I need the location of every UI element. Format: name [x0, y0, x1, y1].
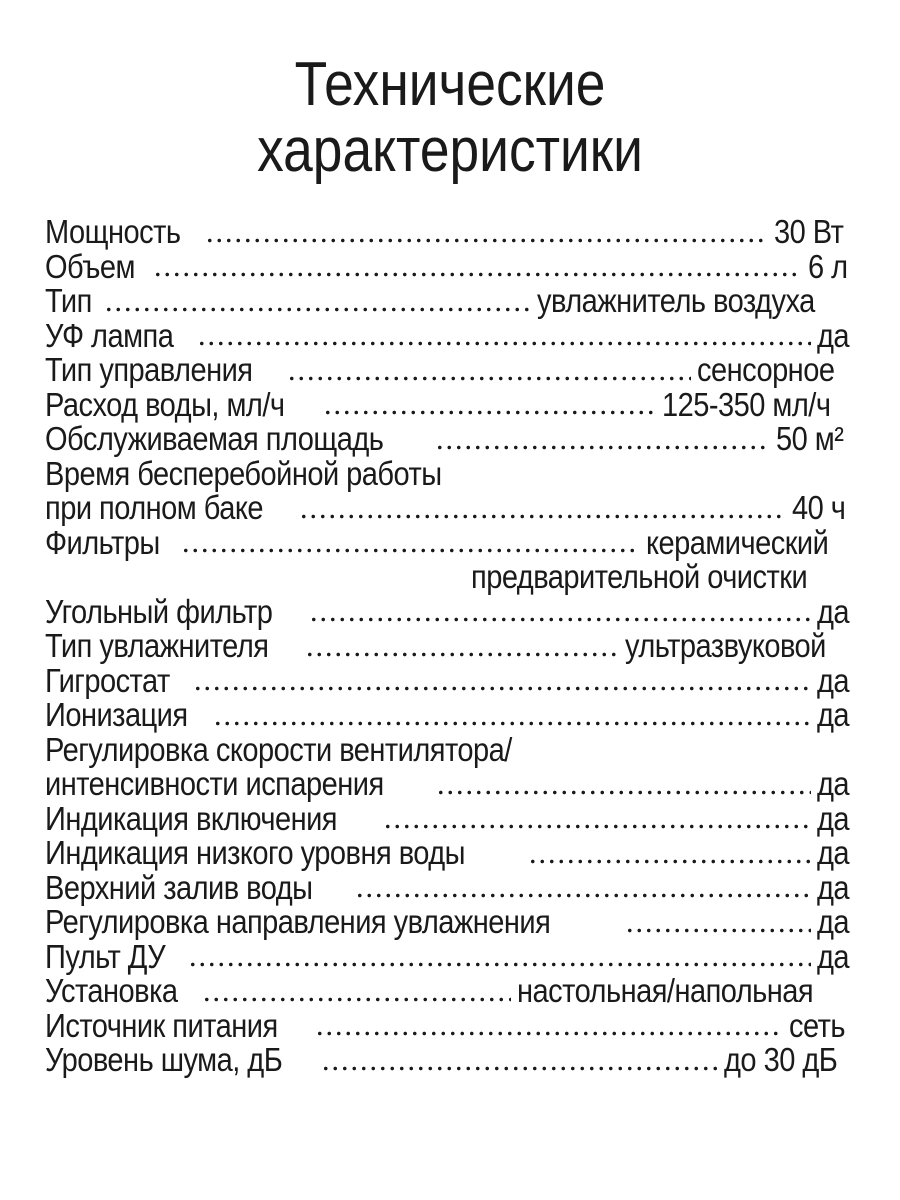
leader-dots — [528, 844, 810, 864]
spec-row — [45, 767, 853, 802]
spec-row — [45, 905, 853, 940]
spec-row — [45, 284, 853, 319]
spec-label: Источник питания — [45, 1006, 278, 1044]
leader-dots — [299, 499, 787, 519]
spec-row — [45, 454, 853, 492]
leader-dots — [197, 326, 811, 346]
leader-dots — [181, 533, 639, 553]
spec-row — [45, 316, 853, 354]
leader-dots — [309, 602, 810, 622]
spec-row — [45, 215, 853, 250]
leader-dots — [104, 292, 531, 312]
spec-label: Индикация низкого уровня воды — [45, 834, 466, 871]
spec-label: Ионизация — [45, 696, 188, 733]
spec-label: Мощность — [45, 213, 181, 250]
spec-label: Гигростат — [45, 661, 170, 699]
spec-value: да — [816, 868, 849, 906]
spec-label: Регулировка направления увлажнения — [45, 903, 551, 940]
spec-value: да — [816, 834, 849, 871]
spec-label: Индикация включения — [45, 799, 338, 837]
spec-value: настольная/напольная — [516, 972, 813, 1009]
spec-label: Тип управления — [45, 351, 253, 388]
spec-row — [45, 629, 853, 664]
spec-value: сеть — [789, 1006, 846, 1044]
spec-value: да — [816, 696, 849, 733]
spec-label: Пульт ДУ — [45, 937, 166, 975]
spec-row — [45, 592, 853, 630]
leader-dots — [193, 671, 811, 691]
spec-row — [45, 353, 853, 388]
spec-value: 50 м² — [776, 420, 844, 457]
spec-label: Уровень шума, дБ — [45, 1041, 283, 1078]
spec-value: да — [816, 316, 849, 354]
spec-label: Верхний залив воды — [45, 868, 313, 906]
spec-list — [45, 215, 853, 1078]
spec-row — [45, 937, 853, 975]
spec-value: да — [816, 799, 849, 837]
spec-label: Обслуживаемая площадь — [45, 420, 384, 457]
spec-label: Расход воды, мл/ч — [45, 385, 285, 423]
spec-label: Фильтры — [45, 523, 160, 561]
spec-value: керамический — [645, 523, 829, 561]
spec-value: да — [816, 661, 849, 699]
spec-label: Тип увлажнителя — [45, 627, 269, 664]
title-line-2: характеристики — [257, 116, 643, 185]
spec-value: 40 ч — [792, 489, 846, 526]
spec-label: интенсивности испарения — [45, 765, 384, 802]
spec-value: 125-350 мл/ч — [661, 385, 831, 423]
spec-value: до 30 дБ — [724, 1041, 838, 1078]
leader-dots — [213, 706, 811, 726]
title-line-1: Технические — [294, 50, 606, 119]
spec-label: Установка — [45, 972, 178, 1009]
leader-dots — [435, 430, 770, 450]
spec-value: увлажнитель воздуха — [537, 282, 816, 319]
spec-value: 30 Вт — [774, 213, 844, 250]
leader-dots — [315, 1016, 783, 1036]
leader-dots — [436, 775, 811, 795]
spec-label: УФ лампа — [45, 316, 174, 354]
spec-row — [45, 661, 853, 699]
spec-row — [45, 1006, 853, 1044]
leader-dots — [305, 637, 619, 657]
spec-label: при полном баке — [45, 489, 263, 526]
spec-row — [45, 247, 853, 285]
leader-dots — [153, 257, 802, 277]
leader-dots — [383, 809, 811, 829]
spec-row — [45, 523, 853, 561]
spec-value: ультразвуковой — [624, 627, 826, 664]
spec-value: да — [816, 765, 849, 802]
spec-value: предварительной очистки — [471, 558, 808, 595]
spec-row — [45, 698, 853, 733]
spec-label: Объем — [45, 247, 135, 285]
leader-dots — [323, 395, 655, 415]
spec-row — [45, 422, 853, 457]
leader-dots — [625, 913, 810, 933]
spec-value: 6 л — [808, 247, 848, 285]
leader-dots — [202, 982, 511, 1002]
spec-label: Время бесперебойной работы — [45, 454, 442, 492]
spec-row — [45, 560, 853, 595]
leader-dots — [188, 947, 811, 967]
leader-dots — [205, 223, 768, 243]
leader-dots — [321, 1051, 719, 1071]
spec-value: да — [816, 937, 849, 975]
leader-dots — [355, 878, 811, 898]
page-title — [63, 52, 837, 184]
spec-row — [45, 974, 853, 1009]
spec-label: Тип — [45, 282, 92, 319]
spec-row — [45, 799, 853, 837]
spec-row — [45, 836, 853, 871]
spec-row — [45, 868, 853, 906]
spec-row — [45, 385, 853, 423]
spec-value: да — [816, 592, 849, 630]
spec-label: Угольный фильтр — [45, 592, 273, 630]
spec-row — [45, 730, 853, 768]
spec-value: да — [816, 903, 849, 940]
spec-value: сенсорное — [696, 351, 835, 388]
leader-dots — [287, 361, 691, 381]
spec-row — [45, 1043, 853, 1078]
spec-row — [45, 491, 853, 526]
spec-label: Регулировка скорости вентилятора/ — [45, 730, 512, 768]
